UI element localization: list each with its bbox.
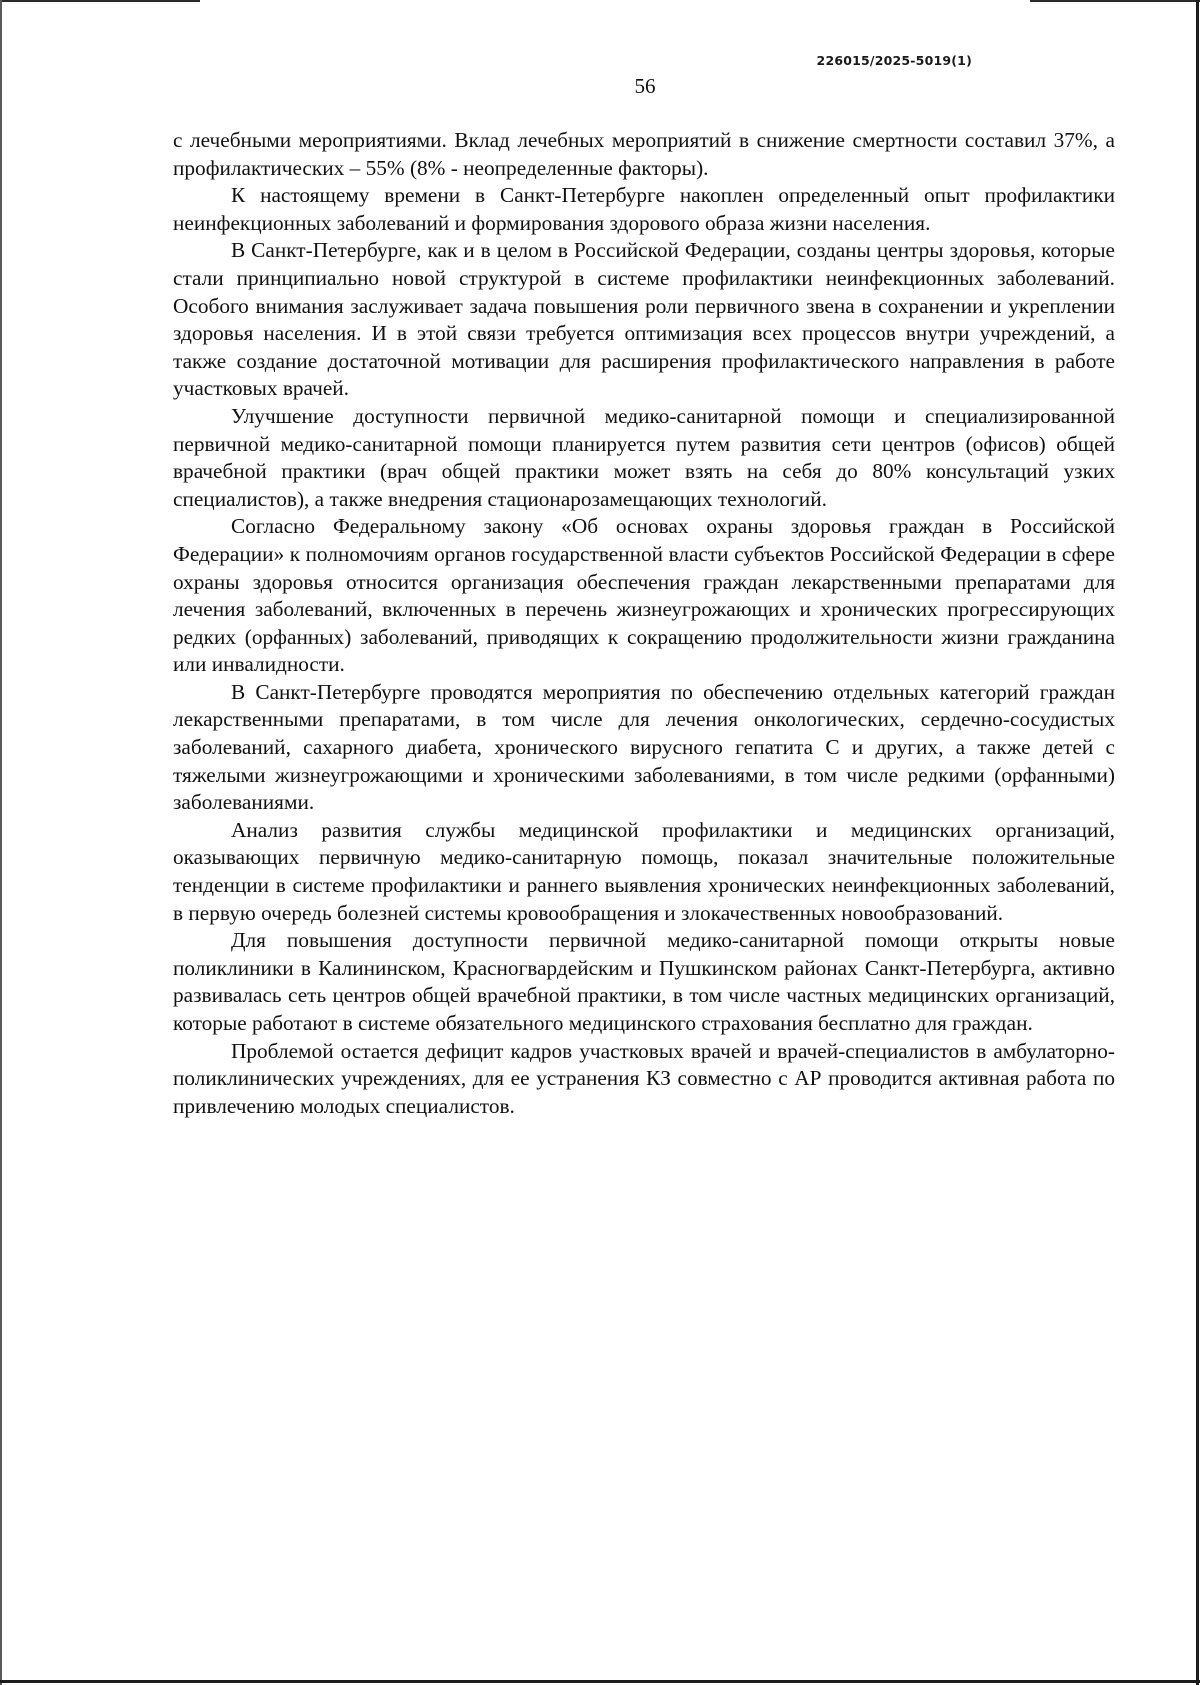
scan-edge-bottom [0, 1680, 1200, 1683]
paragraph: В Санкт-Петербурге, как и в целом в Российской Федерации, созданы центры здоровья, которые стали принципиально новой структурой в системе профилактики неинфекционных заболеваний. Особого внимания заслуживает задача повышения роли первичного звена в сохранении и укреплении здоровья населения. И в этой связи требуется оптимизация всех процессов внутри учреждений, а также создание достаточной мотивации для расширения профилактического направления в работе участковых врачей. [173, 238, 1115, 401]
page-number: 56 [634, 74, 656, 98]
paragraph: Согласно Федеральному закону «Об основах охраны здоровья граждан в Российской Федерации» к полномочиям органов государственной власти субъектов Российской Федерации в сфере охраны здоровья относится организация обеспечения граждан лекарственными препаратами для лечения заболеваний, включенных в перечень жизнеугрожающих и хронических прогрессирующих редких (орфанных) заболеваний, приводящих к сокращению продолжительности жизни гражданина или инвалидности. [173, 514, 1115, 677]
document-number: 226015/2025-5019(1) [816, 53, 972, 68]
paragraph: Проблемой остается дефицит кадров участковых врачей и врачей-специалистов в амбулаторно-поликлинических учреждениях, для ее устранения КЗ совместно с АР проводится активная работа по привлечению молодых специалистов. [173, 1038, 1115, 1118]
paragraph: Для повышения доступности первичной медико-санитарной помощи открыты новые поликлиники в Калининском, Красногвардейским и Пушкинском районах Санкт-Петербурга, активно развивалась сеть центров общей врачебной практики, в том числе частных медицинских организаций, которые работают в системе обязательного медицинского страхования бесплатно для граждан. [173, 928, 1115, 1035]
scan-edge-top-left [0, 0, 200, 2]
paragraph: К настоящему времени в Санкт-Петербурге накоплен определенный опыт профилактики неинфекционных заболеваний и формирования здорового образа жизни населения. [173, 183, 1115, 235]
paragraph: В Санкт-Петербурге проводятся мероприятия по обеспечению отдельных категорий граждан лекарственными препаратами, в том числе для лечения онкологических, сердечно-сосудистых заболеваний, сахарного диабета, хронического вирусного гепатита С и других, а также детей с тяжелыми жизнеугрожающими и хроническими заболеваниями, в том числе редкими (орфанными) заболеваниями. [173, 679, 1115, 815]
document-body [173, 127, 1115, 1120]
paragraph: Анализ развития службы медицинской профилактики и медицинских организаций, оказывающих первичную медико-санитарную помощь, показал значительные положительные тенденции в системе профилактики и раннего выявления хронических неинфекционных заболеваний, в первую очередь болезней системы кровообращения и злокачественных новообразований. [173, 817, 1115, 925]
scan-edge-top-right [1030, 0, 1200, 2]
scan-edge-right [1196, 0, 1199, 1685]
paragraph: с лечебными мероприятиями. Вклад лечебных мероприятий в снижение смертности составил 37%, а профилактических – 55% (8% - неопределенные факторы). [173, 128, 1115, 180]
paragraph: Улучшение доступности первичной медико-санитарной помощи и специализированной первичной медико-санитарной помощи планируется путем развития сети центров (офисов) общей врачебной практики (врач общей практики может взять на себя до 80% консультаций узких специалистов), а также внедрения стационарозамещающих технологий. [173, 403, 1115, 511]
scan-edge-left [0, 0, 2, 1685]
